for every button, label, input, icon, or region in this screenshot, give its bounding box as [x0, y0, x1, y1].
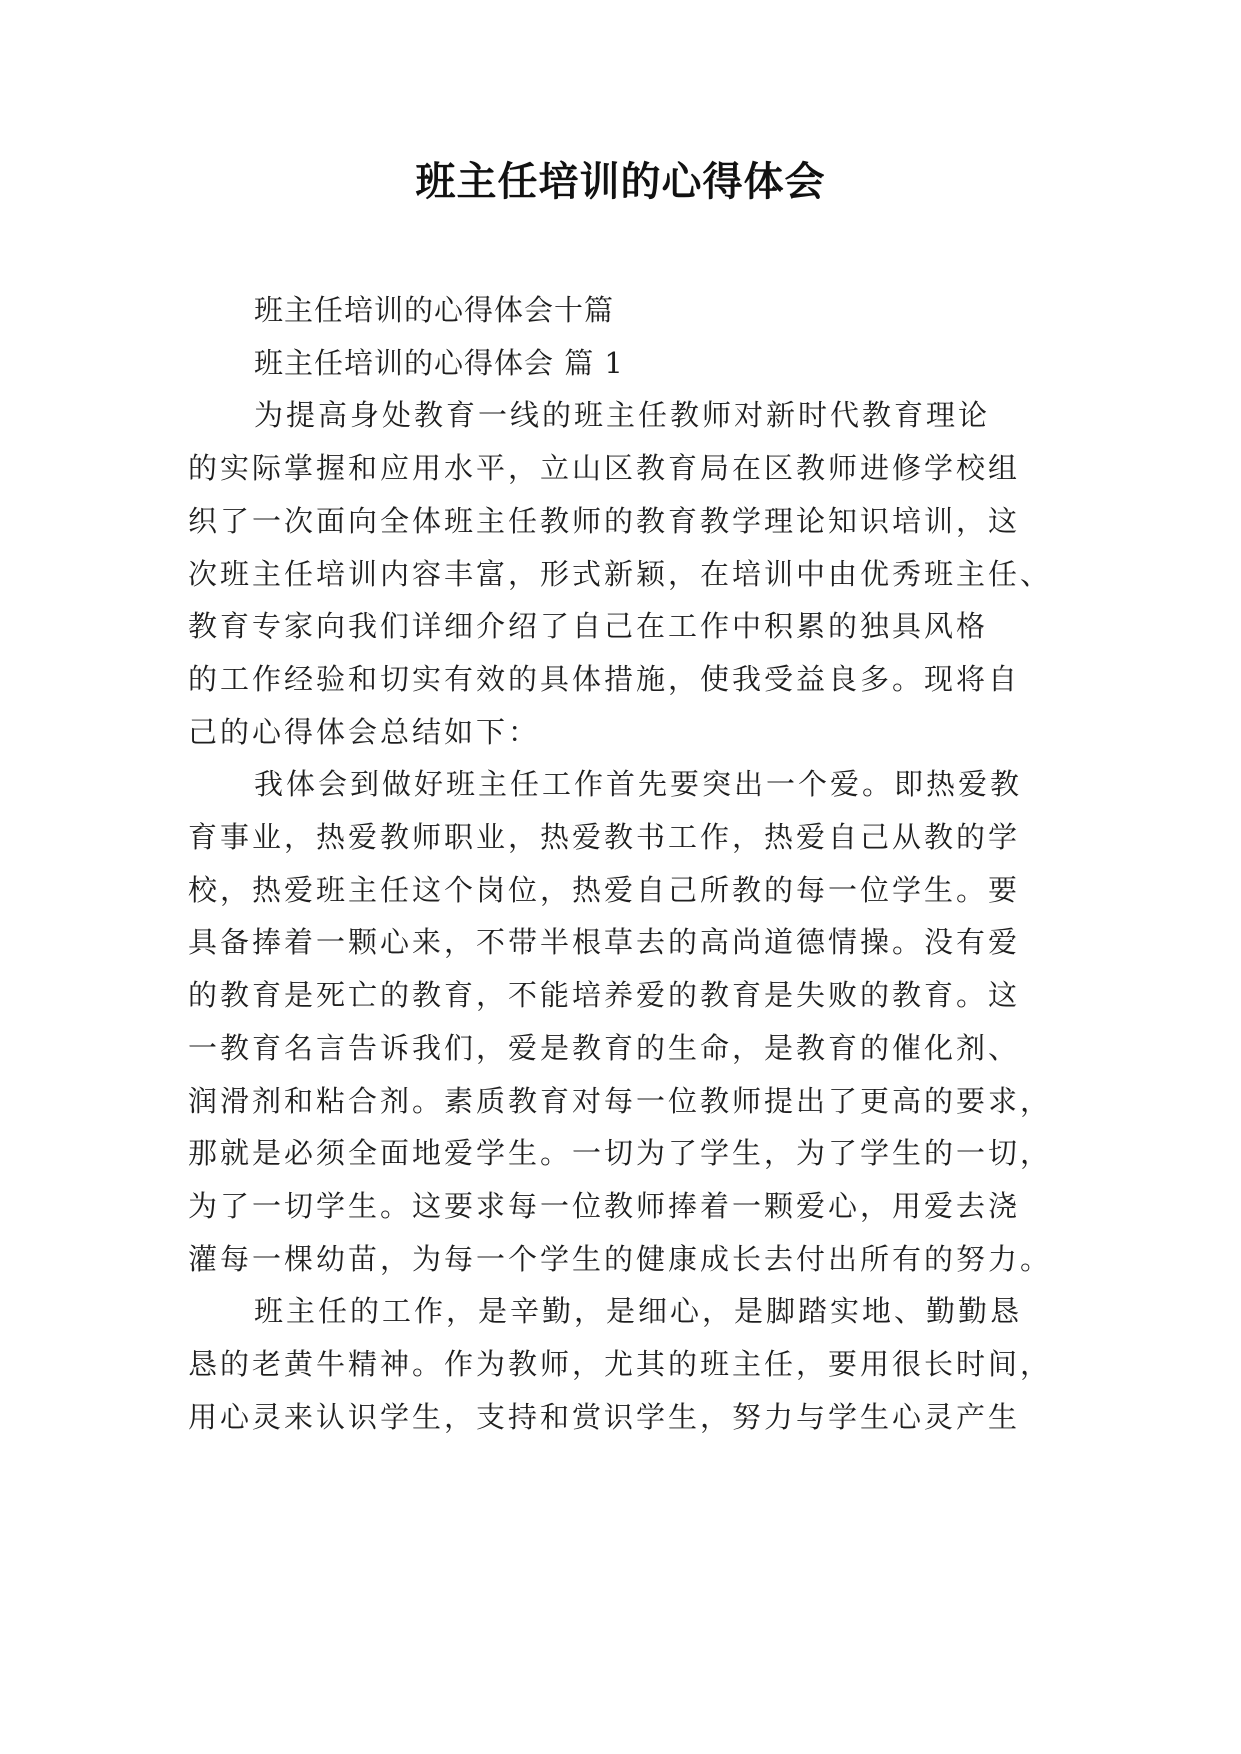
text-line: 的工作经验和切实有效的具体措施，使我受益良多。现将自: [188, 661, 1021, 696]
text-line: 润滑剂和粘合剂。素质教育对每一位教师提出了更高的要求，: [188, 1083, 1053, 1118]
text-line: 为了一切学生。这要求每一位教师捧着一颗爱心，用爱去浇: [188, 1188, 1021, 1223]
text-line: 己的心得体会总结如下：: [188, 714, 541, 749]
text-line: 班主任的工作，是辛勤，是细心，是脚踏实地、勤勤恳: [254, 1294, 1023, 1329]
text-line: 我体会到做好班主任工作首先要突出一个爱。即热爱教: [254, 767, 1023, 802]
text-line: 那就是必须全面地爱学生。一切为了学生，为了学生的一切，: [188, 1136, 1053, 1171]
text-line: 灌每一棵幼苗，为每一个学生的健康成长去付出所有的努力。: [188, 1241, 1053, 1276]
text-line: 次班主任培训内容丰富，形式新颖，在培训中由优秀班主任、: [188, 556, 1053, 591]
text-line: 恳的老黄牛精神。作为教师，尤其的班主任，要用很长时间，: [188, 1347, 1053, 1382]
text-line: 育事业，热爱教师职业，热爱教书工作，热爱自己从教的学: [188, 820, 1021, 855]
document-body: [188, 284, 1068, 1443]
text-line: 校，热爱班主任这个岗位，热爱自己所教的每一位学生。要: [188, 872, 1021, 907]
text-line: 织了一次面向全体班主任教师的教育教学理论知识培训，这: [188, 503, 1021, 538]
text-line: 一教育名言告诉我们，爱是教育的生命，是教育的催化剂、: [188, 1030, 1021, 1065]
document-title: 班主任培训的心得体会: [415, 158, 826, 205]
text-line: 为提高身处教育一线的班主任教师对新时代教育理论: [254, 398, 991, 433]
text-line: 用心灵来认识学生，支持和赏识学生，努力与学生心灵产生: [188, 1399, 1021, 1434]
text-line: 教育专家向我们详细介绍了自己在工作中积累的独具风格: [188, 609, 989, 644]
text-line: 班主任培训的心得体会十篇: [254, 293, 615, 327]
text-line: 的实际掌握和应用水平，立山区教育局在区教师进修学校组: [188, 451, 1021, 486]
text-line: 具备捧着一颗心来，不带半根草去的高尚道德情操。没有爱: [188, 925, 1021, 960]
text-line: 班主任培训的心得体会 篇 1: [254, 345, 624, 380]
text-line: 的教育是死亡的教育，不能培养爱的教育是失败的教育。这: [188, 978, 1021, 1013]
